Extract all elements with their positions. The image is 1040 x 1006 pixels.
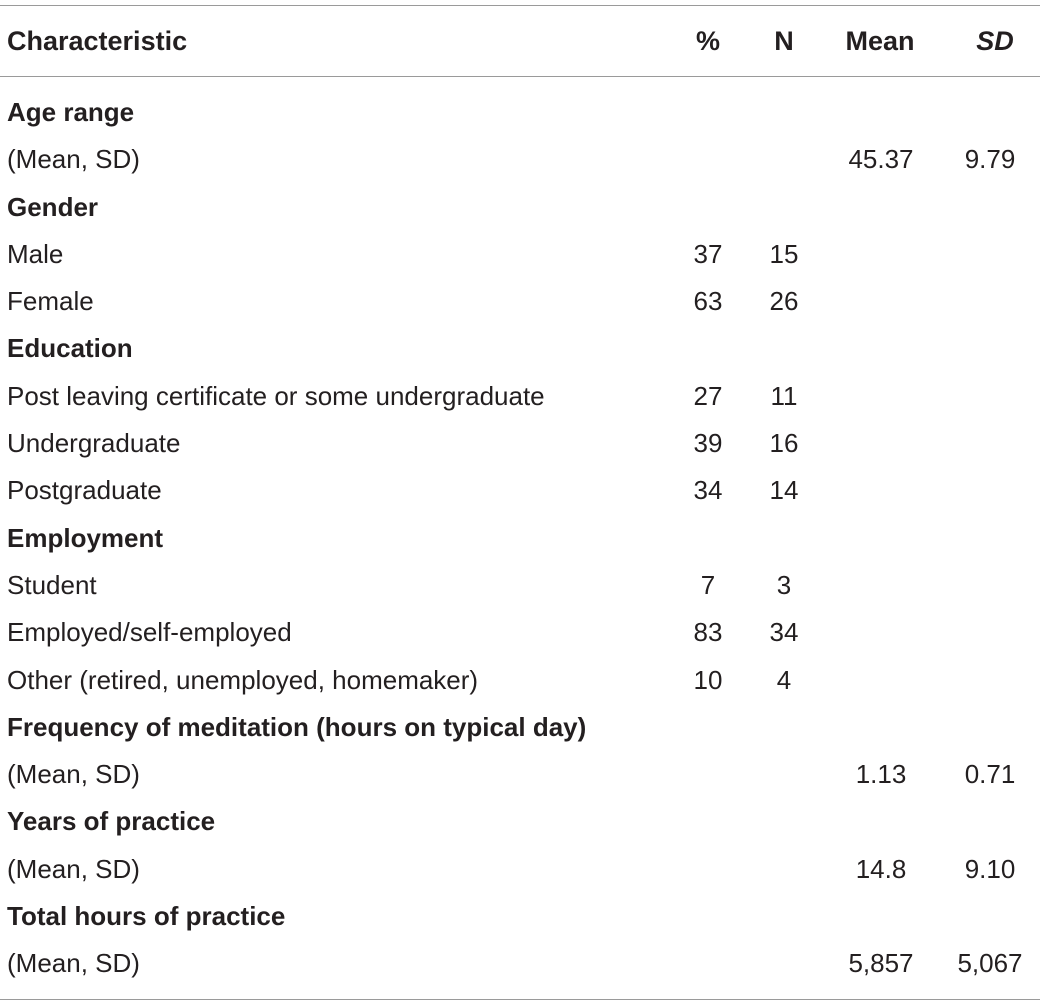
section-label: Gender: [7, 191, 99, 222]
percent-cell: 83: [693, 617, 723, 648]
n-cell: 34: [769, 617, 799, 648]
n-cell: 3: [776, 569, 792, 600]
percent-cell: 7: [700, 569, 716, 600]
section-heading-row: [0, 89, 1040, 136]
n-cell: 15: [769, 238, 799, 269]
mean-cell: 5,857: [848, 948, 914, 979]
section-heading-row: [0, 515, 1040, 562]
table-row: [0, 657, 1040, 704]
percent-cell: 34: [693, 475, 723, 506]
n-cell: 4: [776, 664, 792, 695]
table-body: [0, 89, 1040, 988]
header-percent: %: [695, 26, 720, 56]
section-heading-row: [0, 184, 1040, 231]
sd-cell: 5,067: [957, 948, 1023, 979]
section-label: Frequency of meditation (hours on typical day): [7, 711, 587, 742]
header-sd: SD: [976, 26, 1014, 56]
percent-cell: 37: [693, 238, 723, 269]
table-row: [0, 609, 1040, 656]
n-cell: 14: [769, 475, 799, 506]
row-label: Undergraduate: [7, 428, 181, 459]
percent-cell: 27: [693, 380, 723, 411]
table-row: [0, 751, 1040, 798]
table-row: [0, 467, 1040, 514]
row-label: (Mean, SD): [7, 948, 140, 979]
table-row: [0, 231, 1040, 278]
section-label: Education: [7, 333, 133, 364]
n-cell: 11: [770, 380, 798, 411]
header-mean: Mean: [845, 26, 915, 56]
section-label: Employment: [7, 522, 164, 553]
header-n: N: [774, 26, 794, 56]
table-row: [0, 278, 1040, 325]
sd-cell: 9.10: [964, 853, 1016, 884]
table-bottom-rule: [0, 999, 1040, 1000]
row-label: Other (retired, unemployed, homemaker): [7, 664, 479, 695]
row-label: Male: [7, 238, 64, 269]
section-heading-row: [0, 325, 1040, 372]
table-row: [0, 373, 1040, 420]
header-characteristic: Characteristic: [7, 26, 188, 56]
section-heading-row: [0, 893, 1040, 940]
row-label: (Mean, SD): [7, 853, 140, 884]
row-label: Female: [7, 286, 94, 317]
table-row: [0, 846, 1040, 893]
row-label: Postgraduate: [7, 475, 162, 506]
table-row: [0, 562, 1040, 609]
mean-cell: 1.13: [855, 759, 907, 790]
table-top-rule: [0, 5, 1040, 6]
table-row: [0, 136, 1040, 183]
row-label: (Mean, SD): [7, 759, 140, 790]
sd-cell: 9.79: [964, 144, 1016, 175]
row-label: Student: [7, 569, 97, 600]
n-cell: 16: [769, 428, 799, 459]
section-label: Years of practice: [7, 806, 216, 837]
percent-cell: 10: [693, 664, 723, 695]
section-heading-row: [0, 798, 1040, 845]
row-label: Post leaving certificate or some undergraduate: [7, 380, 545, 411]
row-label: (Mean, SD): [7, 144, 140, 175]
table-row: [0, 940, 1040, 987]
table-row: [0, 420, 1040, 467]
mean-cell: 14.8: [855, 853, 907, 884]
n-cell: 26: [769, 286, 799, 317]
percent-cell: 63: [693, 286, 723, 317]
section-label: Age range: [7, 97, 135, 127]
sd-cell: 0.71: [964, 759, 1016, 790]
section-heading-row: [0, 704, 1040, 751]
section-label: Total hours of practice: [7, 901, 286, 932]
table-header-rule: [0, 76, 1040, 77]
row-label: Employed/self-employed: [7, 617, 292, 648]
mean-cell: 45.37: [848, 144, 914, 175]
percent-cell: 39: [693, 428, 723, 459]
